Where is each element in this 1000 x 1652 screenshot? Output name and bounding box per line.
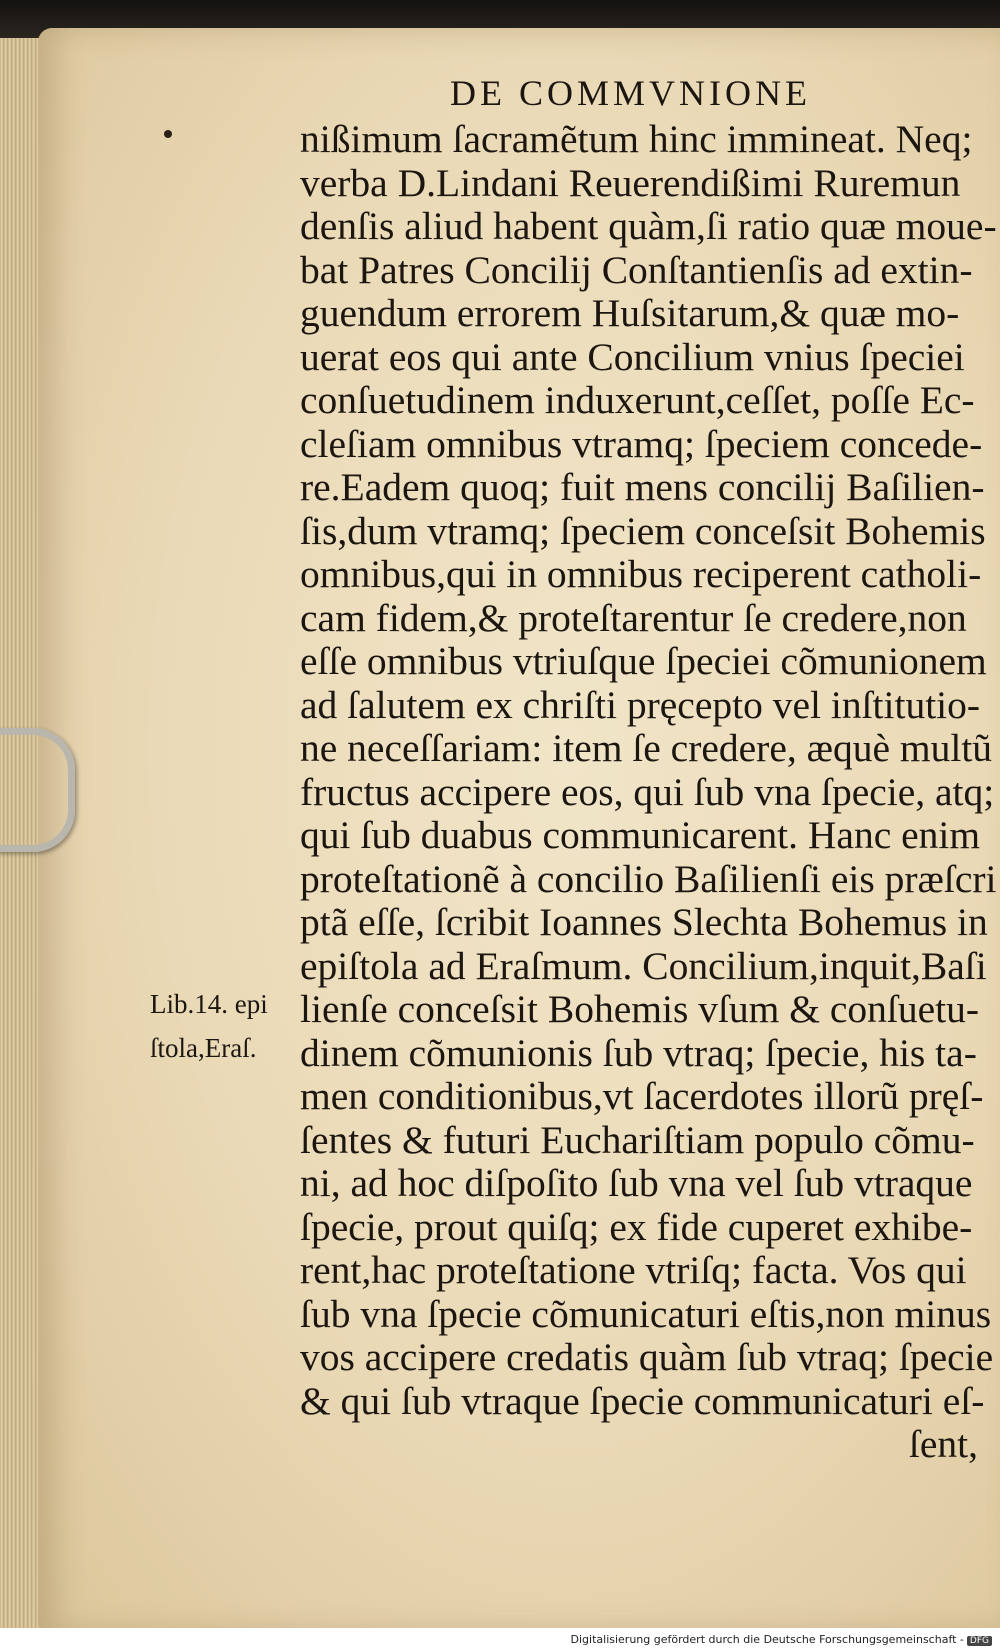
text-line: ſentes & futuri Euchariſtiam populo cõmu-: [300, 1117, 975, 1162]
ink-spot: [164, 130, 172, 138]
text-line: uerat eos qui ante Concilium vnius ſpeciei: [300, 334, 965, 379]
text-line: ni, ad hoc diſpoſito ſub vna vel ſub vtraque: [300, 1161, 973, 1205]
text-line: ptã eſſe, ſcribit Ioannes Slechta Bohemus in: [300, 900, 988, 944]
text-line: denſis aliud habent quàm,ſi ratio quæ moue-: [300, 204, 997, 248]
credit-text: Digitalisierung gefördert durch die Deutsche Forschungsgemeinschaft -: [570, 1633, 964, 1646]
text-line: cleſiam omnibus vtramq; ſpeciem concede-: [300, 421, 983, 466]
text-line: & qui ſub vtraque ſpecie communicaturi eſ-: [300, 1378, 985, 1423]
marginal-note-line: ſtola,Eraſ.: [150, 1033, 257, 1063]
text-line: ſub vna ſpecie cõmunicaturi eſtis,non minus: [300, 1291, 992, 1336]
text-line: verba D.Lindani Reuerendißimi Ruremun: [300, 160, 961, 205]
body-text: [300, 117, 997, 1467]
text-line: qui ſub duabus communicarent. Hanc enim: [300, 813, 981, 857]
text-line: ad ſalutem ex chriſti pręcepto vel inſtitutio-: [300, 682, 981, 727]
text-line: ſis,dum vtramq; ſpeciem conceſsit Bohemis: [300, 508, 986, 553]
marginal-note: [150, 982, 300, 1070]
digitization-credit: [571, 1633, 992, 1646]
text-line: re.Eadem quoq; fuit mens concilij Baſilien-: [300, 465, 985, 509]
text-line: dinem cõmunionis ſub vtraq; ſpecie, his ta-: [300, 1030, 977, 1075]
text-line: fructus accipere eos, qui ſub vna ſpecie, atq;: [300, 769, 995, 814]
text-line: omnibus,qui in omnibus reciperent catholi-: [300, 552, 982, 596]
paper-clip-icon: [0, 728, 75, 852]
text-line: cam fidem,& proteſtarentur ſe credere,non: [300, 595, 967, 640]
text-line: ſpecie, prout quiſq; ex fide cuperet exhibe-: [300, 1204, 973, 1249]
text-line: nißimum ſacramẽtum hinc immineat. Neq;: [300, 117, 973, 161]
text-line: eſſe omnibus vtriuſque ſpeciei cõmunionem: [300, 639, 987, 683]
text-line: vos accipere credatis quàm ſub vtraq; ſpecie: [300, 1335, 994, 1379]
text-line: proteſtationẽ à concilio Baſilienſi eis præſcri: [300, 856, 997, 901]
text-line: bat Patres Concilij Conſtantienſis ad extin-: [300, 247, 973, 292]
text-line: epiſtola ad Eraſmum. Concilium,inquit,Baſi: [300, 943, 987, 988]
running-header: DE COMMVNIONE: [450, 73, 811, 113]
text-line: ne neceſſariam: item ſe credere, æquè multũ: [300, 726, 993, 770]
catchword: ſent,: [908, 1422, 978, 1466]
text-line: lienſe conceſsit Bohemis vſum & conſuetu-: [300, 987, 980, 1031]
dfg-logo: DFG: [967, 1636, 992, 1646]
marginal-note-line: Lib.14. epi: [150, 989, 268, 1019]
text-line: rent,hac proteſtatione vtriſq; facta. Vos qui: [300, 1248, 967, 1292]
text-line: men conditionibus,vt ſacerdotes illorũ pręſ-: [300, 1074, 984, 1118]
text-line: guendum errorem Huſsitarum,& quæ mo-: [300, 291, 960, 335]
text-line: conſuetudinem induxerunt,ceſſet, poſſe Ec-: [300, 378, 975, 422]
